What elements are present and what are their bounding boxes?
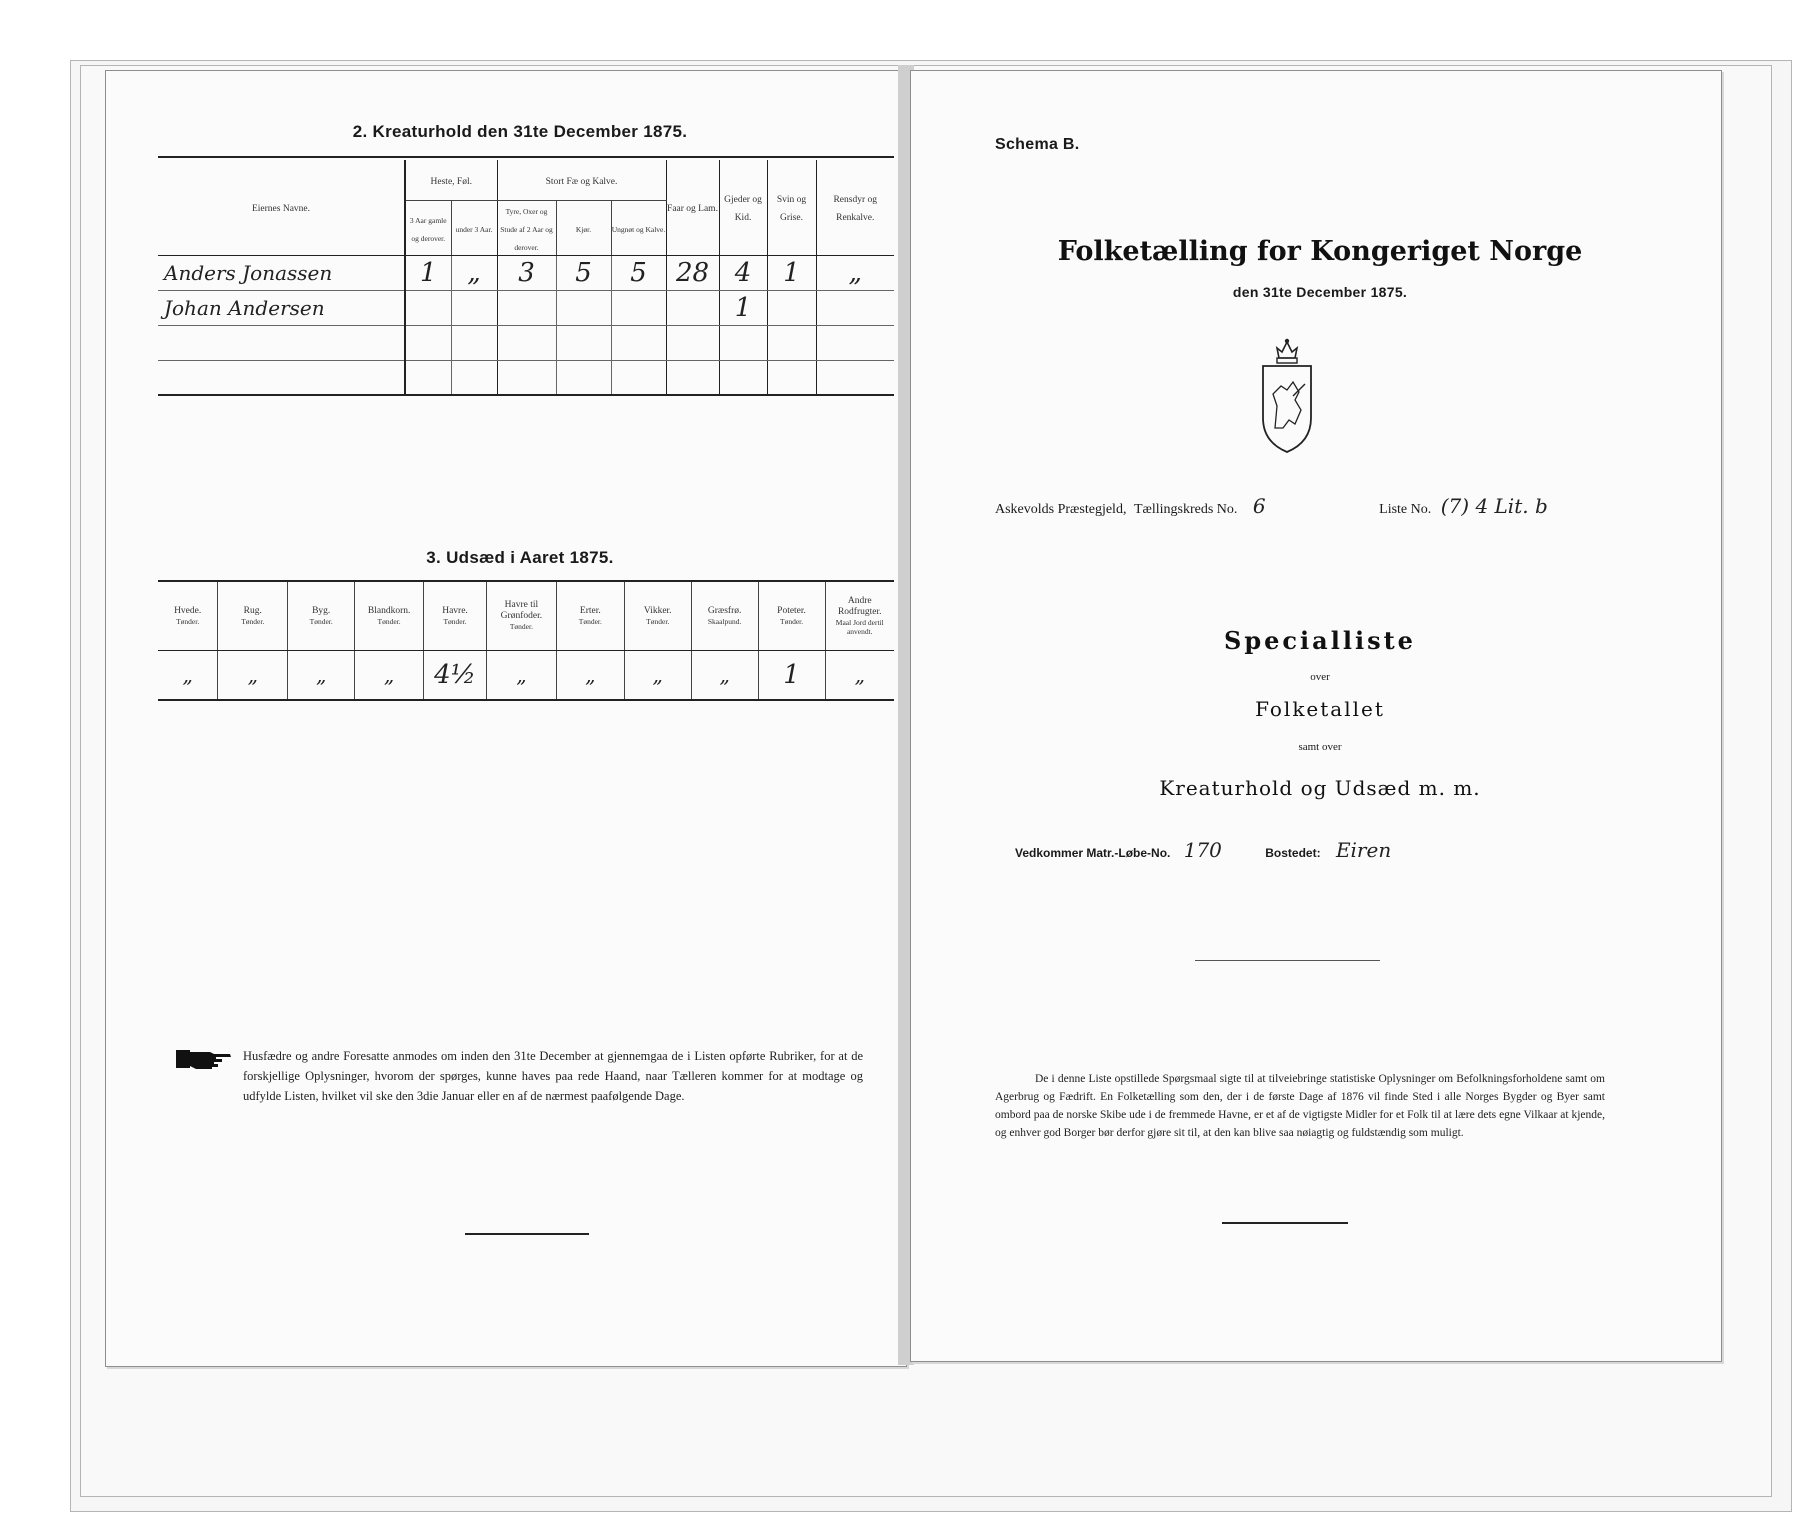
table-row <box>158 255 894 290</box>
seed-col-barley: Byg. <box>312 605 331 616</box>
kreaturhold-heading: Kreaturhold og Udsæd m. m. <box>1159 776 1481 800</box>
cell-value: 4 <box>734 257 752 288</box>
right-mid-rule <box>1195 960 1380 961</box>
matr-line <box>1015 838 1515 868</box>
livestock-table <box>158 160 894 396</box>
col-header-reindeer: Rensdyr og Renkalve. <box>833 195 878 224</box>
cell-value: „ <box>848 257 862 288</box>
bostedet-value: Eiren <box>1335 838 1392 862</box>
right-bottom-rule <box>1222 1222 1348 1224</box>
matr-value: 170 <box>1183 838 1222 862</box>
notice-text: Husfædre og andre Foresatte anmodes om inden den 31te December at gjennemgaa de i Listen opførte Rubriker, for at de forskjellige Oplysninger, hvorom der spørges, kunne haves paa rede Haand, naar Tælleren kommer for at modtage og udfylde Listen, hvilket vil ske den 3die Januar eller en af de nærmest paafølgende Dage. <box>243 1049 863 1103</box>
owner-header: Eiernes Navne. <box>251 204 311 215</box>
owner-header-cell <box>158 160 405 255</box>
cell-value: „ <box>585 662 596 687</box>
seed-col-unit: Tønder. <box>646 616 670 626</box>
footer-text: De i denne Liste opstillede Spørgsmaal sigte til at tilveiebringe statistiske Oplysninger om Befolkningsforholdene samt om Agerbrug og Fædrift. En Folketælling som den, der i de første Dage af 1876 vil finde Sted i alle Norges Bygder og Byer samt ombord paa de norske Skibe ude i de fremmede Havne, er et af de vigtigste Midler for et Folk til at lære dets egne Vilkaar at kjende, og enhver god Borger bør derfor gjøre sit til, at den kan blive saa nøiagtig og fuldstændig som muligt. <box>995 1073 1605 1139</box>
col-header-horse-under3: under 3 Aar. <box>455 224 493 234</box>
col-header-calves: Ungnøt og Kalve. <box>611 224 666 234</box>
seed-col-unit: Skaalpund. <box>707 616 742 626</box>
seed-table <box>158 582 894 701</box>
seed-col-unit: Tønder. <box>309 616 333 626</box>
cell-value: „ <box>516 662 527 687</box>
cattle-group-header: Stort Fæ og Kalve. <box>545 176 618 187</box>
section2-title: 2. Kreaturhold den 31te December 1875. <box>352 122 688 141</box>
col-header-sheep: Faar og Lam. <box>667 204 718 215</box>
seed-col-mixed-grain: Blandkorn. <box>367 605 411 616</box>
seed-col-unit: Tønder. <box>578 616 602 626</box>
col-header-bulls: Tyre, Oxer og Stude af 2 Aar og derover. <box>500 206 553 252</box>
cell-value: 3 <box>518 257 535 288</box>
cell-value: 1 <box>734 292 752 323</box>
seed-col-other-roots: Andre Rodfrugter. <box>837 595 882 617</box>
cell-value: 1 <box>419 257 437 288</box>
col-header-horse-3yr: 3 Aar gamle og derover. <box>409 215 447 243</box>
cell-value: 1 <box>783 659 800 690</box>
title-date: den 31te December 1875. <box>1232 284 1408 300</box>
cell-value: 28 <box>675 257 710 288</box>
horse-group-header-cell <box>405 160 497 200</box>
seed-col-vetch: Vikker. <box>643 605 672 616</box>
list-value: (7) 4 Lit. b <box>1440 494 1548 518</box>
owner-name: Anders Jonassen <box>164 260 333 285</box>
cell-value: 1 <box>783 257 800 288</box>
table-row <box>158 360 894 395</box>
seed-col-peas: Erter. <box>579 605 601 616</box>
cell-value: „ <box>383 662 395 687</box>
section3-title: 3. Udsæd i Aaret 1875. <box>426 548 614 567</box>
cell-value: „ <box>854 662 865 687</box>
parish-label: Askevolds Præstegjeld, <box>995 502 1127 517</box>
table-row <box>158 650 894 700</box>
horse-group-header: Heste, Føl. <box>430 176 472 187</box>
cell-value: „ <box>247 662 258 687</box>
seed-col-unit: Tønder. <box>241 616 265 626</box>
col-header-goats: Gjeder og Kid. <box>724 195 762 224</box>
left-bottom-rule <box>465 1233 589 1235</box>
cell-value: „ <box>316 662 327 687</box>
district-label: Tællingskreds No. <box>1133 502 1238 517</box>
seed-col-unit: Tønder. <box>176 616 200 626</box>
seed-col-potatoes: Poteter. <box>777 605 806 616</box>
page-title: Folketælling for Kongeriget Norge <box>1057 236 1583 267</box>
district-value: 6 <box>1252 494 1266 518</box>
folketallet-heading: Folketallet <box>1255 697 1385 721</box>
matr-label: Vedkommer Matr.-Løbe-No. <box>1015 846 1171 860</box>
parish-line <box>995 494 1695 524</box>
seed-col-grass-seed: Græsfrø. <box>707 605 742 616</box>
cell-value: 5 <box>575 257 592 288</box>
seed-col-oats: Havre. <box>442 605 468 616</box>
seed-col-unit: Tønder. <box>443 616 467 626</box>
cell-value: 5 <box>630 257 647 288</box>
specialliste-heading: Specialliste <box>1224 626 1416 655</box>
list-label: Liste No. <box>1379 502 1432 517</box>
table-row <box>158 325 894 360</box>
cell-value: „ <box>467 257 481 288</box>
seed-col-unit: Tønder. <box>377 616 401 626</box>
col-header-cows: Kjør. <box>575 224 592 234</box>
pointing-hand-icon <box>176 1046 232 1072</box>
coat-of-arms-icon <box>1259 336 1315 456</box>
cell-value: „ <box>719 662 730 687</box>
seed-col-unit: Tønder. <box>779 616 804 626</box>
seed-col-rye: Rug. <box>243 605 262 616</box>
cell-value: „ <box>652 662 663 687</box>
seed-col-wheat: Hvede. <box>174 605 202 616</box>
owner-name: Johan Andersen <box>164 295 325 320</box>
schema-label: Schema B. <box>995 136 1080 153</box>
samt-over-text: samt over <box>1298 741 1342 753</box>
seed-col-unit: Maal Jord dertil anvendt. <box>835 617 884 636</box>
seed-col-oats-fodder: Havre til Grønfoder. <box>500 600 543 622</box>
bostedet-label: Bostedet: <box>1265 846 1321 860</box>
cell-value: 4½ <box>434 659 476 690</box>
table-row <box>158 290 894 325</box>
over-text-1: over <box>1310 671 1330 683</box>
livestock-top-rule <box>158 156 894 158</box>
seed-col-unit: Tønder. <box>509 622 533 632</box>
cattle-group-header-cell <box>497 160 666 200</box>
col-header-pigs: Svin og Grise. <box>776 195 807 224</box>
cell-value: „ <box>182 662 193 687</box>
